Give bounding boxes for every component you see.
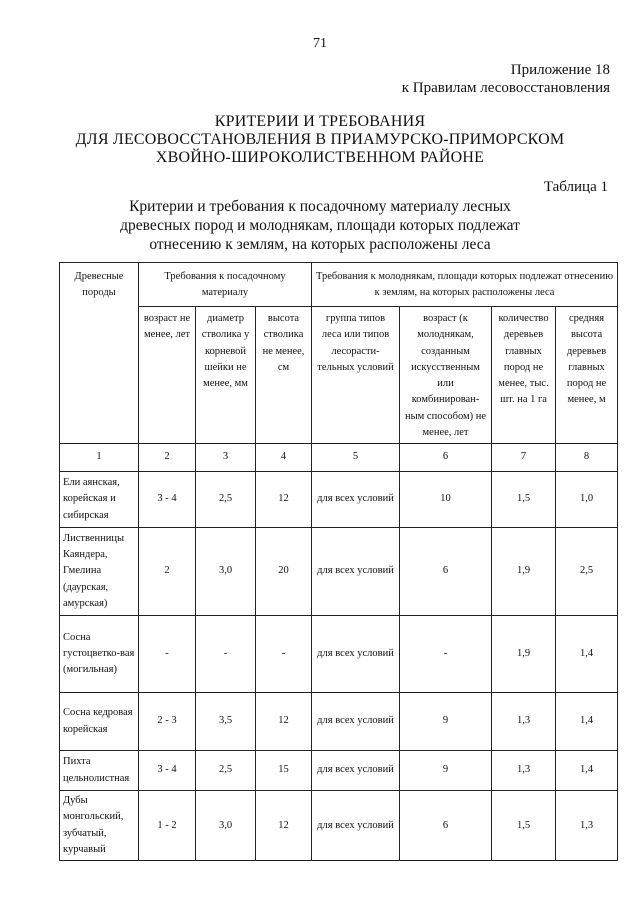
subheader-age: возраст не менее, лет <box>139 307 196 444</box>
age-cell: 3 - 4 <box>139 472 196 528</box>
young-age-cell: - <box>400 616 492 693</box>
column-number: 8 <box>556 444 618 472</box>
species-cell: Сосна густоцветко-вая (могильная) <box>60 616 139 693</box>
forest-group-cell: для всех условий <box>312 751 400 791</box>
subheader-mean-height: средняя высота деревьев главных пород не менее, м <box>556 307 618 444</box>
subheader-height: высота стволика не менее, см <box>256 307 312 444</box>
table-row <box>60 472 618 528</box>
table-row <box>60 528 618 616</box>
document-title-line-3: ХВОЙНО-ШИРОКОЛИСТВЕННОМ РАЙОНЕ <box>155 149 485 166</box>
document-title-line-2: ДЛЯ ЛЕСОВОССТАНОВЛЕНИЯ В ПРИАМУРСКО-ПРИМОРСКОМ <box>75 131 565 148</box>
forest-group-cell: для всех условий <box>312 693 400 751</box>
age-cell: - <box>139 616 196 693</box>
column-number: 3 <box>196 444 256 472</box>
mean-height-cell: 1,4 <box>556 616 618 693</box>
subheader-forest-type-group: группа типов леса или типов лесорасти-тельных условий <box>312 307 400 444</box>
tree-count-cell: 1,3 <box>492 693 556 751</box>
tree-count-cell: 1,9 <box>492 616 556 693</box>
column-number: 7 <box>492 444 556 472</box>
tree-count-cell: 1,3 <box>492 751 556 791</box>
species-cell: Дубы монгольский, зубчатый, курчавый <box>60 791 139 861</box>
tree-count-cell: 1,5 <box>492 791 556 861</box>
table-caption-line-1: Критерии и требования к посадочному материалу лесных <box>129 198 511 215</box>
diameter-cell: 3,0 <box>196 528 256 616</box>
age-cell: 2 <box>139 528 196 616</box>
table-row <box>60 616 618 693</box>
appendix-number: Приложение 18 <box>510 62 610 78</box>
table-row <box>60 751 618 791</box>
height-cell: 20 <box>256 528 312 616</box>
diameter-cell: - <box>196 616 256 693</box>
young-age-cell: 9 <box>400 751 492 791</box>
species-cell: Сосна кедровая корейская <box>60 693 139 751</box>
table-row <box>60 791 618 861</box>
diameter-cell: 2,5 <box>196 472 256 528</box>
young-age-cell: 10 <box>400 472 492 528</box>
diameter-cell: 3,5 <box>196 693 256 751</box>
tree-count-cell: 1,9 <box>492 528 556 616</box>
forest-group-cell: для всех условий <box>312 791 400 861</box>
requirements-table <box>59 262 618 861</box>
age-cell: 3 - 4 <box>139 751 196 791</box>
tree-count-cell: 1,5 <box>492 472 556 528</box>
column-number: 1 <box>60 444 139 472</box>
document-title-line-1: КРИТЕРИИ И ТРЕБОВАНИЯ <box>214 113 426 130</box>
page-number: 71 <box>313 36 327 51</box>
height-cell: 15 <box>256 751 312 791</box>
column-number: 5 <box>312 444 400 472</box>
subheader-young-age: возраст (к молоднякам, созданным искусственным или комбинирован-ным способом) не менее, лет <box>400 307 492 444</box>
age-cell: 1 - 2 <box>139 791 196 861</box>
species-cell: Ели аянская, корейская и сибирская <box>60 472 139 528</box>
table-row <box>60 693 618 751</box>
species-cell: Лиственницы Каяндера, Гмелина (даурская, амурская) <box>60 528 139 616</box>
mean-height-cell: 2,5 <box>556 528 618 616</box>
forest-group-cell: для всех условий <box>312 616 400 693</box>
appendix-reference: к Правилам лесовосстановления <box>401 80 610 96</box>
subheader-tree-count: количество деревьев главных пород не менее, тыс. шт. на 1 га <box>492 307 556 444</box>
diameter-cell: 3,0 <box>196 791 256 861</box>
species-cell: Пихта цельнолистная <box>60 751 139 791</box>
height-cell: - <box>256 616 312 693</box>
mean-height-cell: 1,3 <box>556 791 618 861</box>
young-age-cell: 6 <box>400 791 492 861</box>
mean-height-cell: 1,4 <box>556 751 618 791</box>
diameter-cell: 2,5 <box>196 751 256 791</box>
young-age-cell: 9 <box>400 693 492 751</box>
forest-group-cell: для всех условий <box>312 472 400 528</box>
header-species: Древесные породы <box>60 263 139 444</box>
height-cell: 12 <box>256 791 312 861</box>
column-number: 2 <box>139 444 196 472</box>
header-planting-material: Требования к посадочному материалу <box>139 263 312 307</box>
table-label: Таблица 1 <box>543 179 608 195</box>
column-number: 4 <box>256 444 312 472</box>
table-caption-line-2: древесных пород и молоднякам, площади которых подлежат <box>120 217 520 234</box>
subheader-diameter: диаметр стволика у корневой шейки не менее, мм <box>196 307 256 444</box>
table-caption-line-3: отнесению к землям, на которых расположены леса <box>149 236 491 253</box>
height-cell: 12 <box>256 693 312 751</box>
young-age-cell: 6 <box>400 528 492 616</box>
mean-height-cell: 1,0 <box>556 472 618 528</box>
column-number: 6 <box>400 444 492 472</box>
mean-height-cell: 1,4 <box>556 693 618 751</box>
age-cell: 2 - 3 <box>139 693 196 751</box>
forest-group-cell: для всех условий <box>312 528 400 616</box>
header-young-stands: Требования к молоднякам, площади которых подлежат отнесению к землям, на которых расположены леса <box>312 263 618 307</box>
height-cell: 12 <box>256 472 312 528</box>
